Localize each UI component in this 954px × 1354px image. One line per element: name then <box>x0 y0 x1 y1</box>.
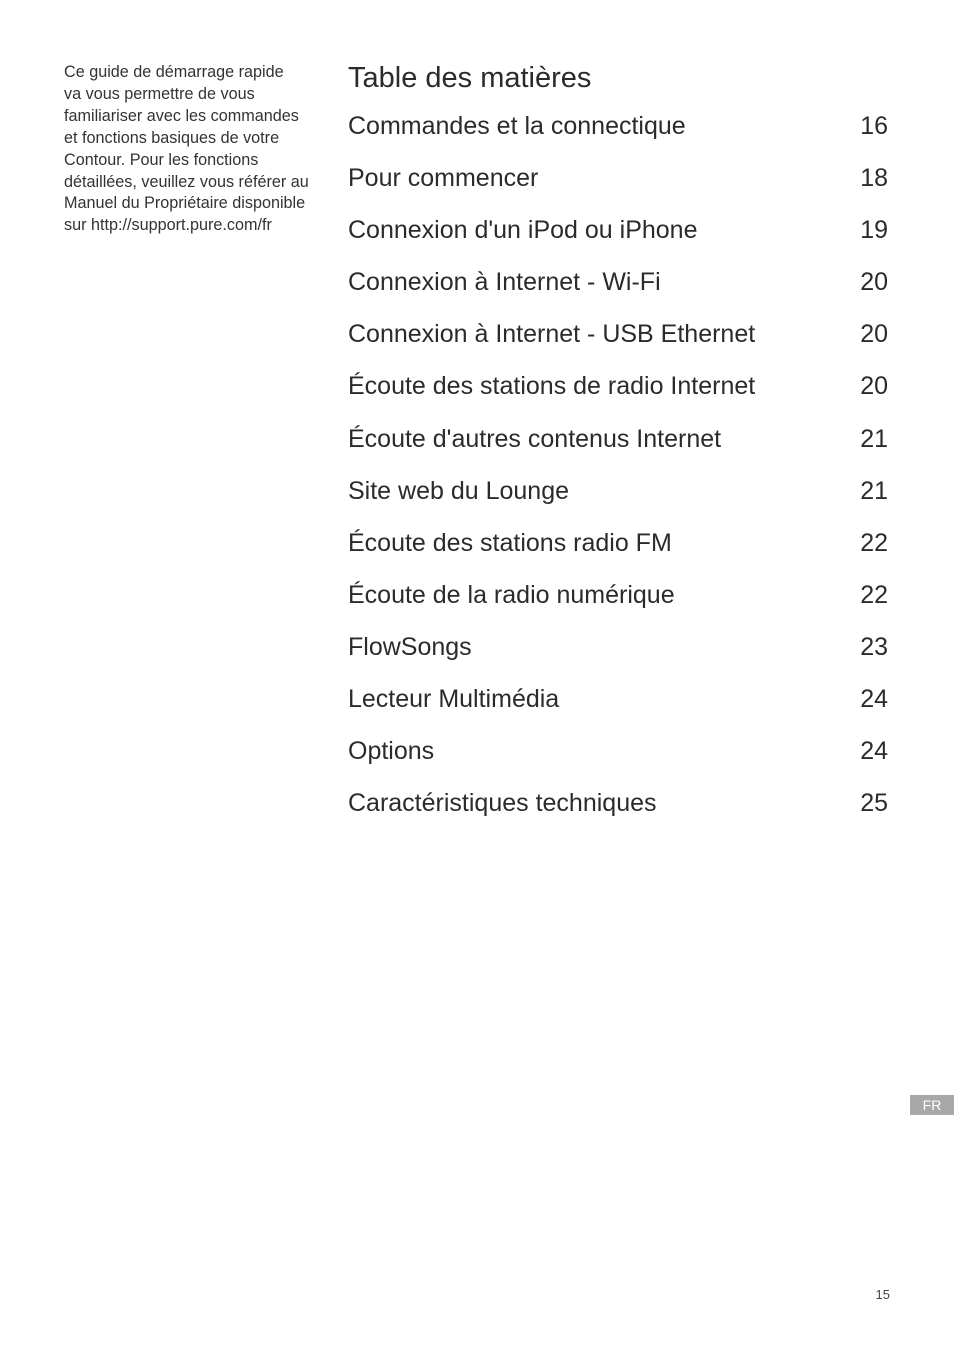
intro-line: Manuel du Propriétaire disponible <box>64 194 306 213</box>
toc-entry-page: 20 <box>860 372 888 401</box>
toc-entry-label: Écoute d'autres contenus Internet <box>348 424 722 453</box>
page-number: 15 <box>875 1287 890 1302</box>
toc-entry-page: 20 <box>860 320 888 349</box>
toc-entry-label: Commandes et la connectique <box>348 112 686 140</box>
toc-entry-page: 25 <box>860 789 888 818</box>
toc-entry-page: 20 <box>860 268 888 297</box>
toc-entry[interactable] <box>348 152 888 204</box>
toc-entry-label: Connexion à Internet - Wi-Fi <box>348 268 661 297</box>
toc-entry-label: Connexion d'un iPod ou iPhone <box>348 216 698 245</box>
table-of-contents <box>348 58 888 829</box>
toc-entry[interactable] <box>348 204 888 256</box>
toc-entry-page: 24 <box>860 685 888 714</box>
toc-entry-page: 21 <box>860 476 888 505</box>
intro-text <box>64 62 326 237</box>
intro-line: Ce guide de démarrage rapide <box>64 63 284 81</box>
toc-entry-label: Écoute des stations de radio Internet <box>348 372 756 401</box>
toc-entry-page: 19 <box>860 216 888 245</box>
toc-entry-label: Caractéristiques techniques <box>348 789 657 818</box>
toc-entry-label: Connexion à Internet - USB Ethernet <box>348 320 756 349</box>
toc-entry[interactable] <box>348 360 888 412</box>
intro-line: va vous permettre de vous <box>64 84 255 103</box>
toc-entry-label: Options <box>348 737 435 766</box>
intro-line: sur http://support.pure.com/fr <box>64 216 272 235</box>
toc-entry-label: Lecteur Multimédia <box>348 685 560 714</box>
intro-line: Contour. Pour les fonctions <box>64 150 259 169</box>
toc-list <box>348 100 888 829</box>
toc-title: Table des matières <box>348 62 592 94</box>
toc-entry-page: 18 <box>860 164 888 193</box>
language-tab: FR <box>910 1095 954 1115</box>
toc-entry-page: 16 <box>860 112 888 140</box>
toc-entry-page: 24 <box>860 737 888 766</box>
toc-entry-label: Écoute des stations radio FM <box>348 528 672 557</box>
toc-entry-label: Pour commencer <box>348 164 539 193</box>
toc-entry[interactable] <box>348 517 888 569</box>
toc-entry[interactable] <box>348 725 888 777</box>
toc-entry-label: FlowSongs <box>348 632 472 661</box>
intro-line: détaillées, veuillez vous référer au <box>64 172 309 191</box>
toc-entry-page: 23 <box>860 632 888 661</box>
toc-entry[interactable] <box>348 621 888 673</box>
toc-entry[interactable] <box>348 413 888 465</box>
toc-entry[interactable] <box>348 256 888 308</box>
intro-line: et fonctions basiques de votre <box>64 128 280 147</box>
toc-entry-page: 21 <box>860 424 888 453</box>
toc-entry[interactable] <box>348 673 888 725</box>
toc-entry[interactable] <box>348 465 888 517</box>
toc-entry-page: 22 <box>860 528 888 557</box>
toc-entry[interactable] <box>348 100 888 152</box>
toc-entry[interactable] <box>348 308 888 360</box>
toc-entry-label: Site web du Lounge <box>348 476 570 505</box>
toc-entry[interactable] <box>348 569 888 621</box>
toc-entry-page: 22 <box>860 580 888 609</box>
toc-entry-label: Écoute de la radio numérique <box>348 580 675 609</box>
intro-line: familiariser avec les commandes <box>64 106 299 125</box>
toc-entry[interactable] <box>348 777 888 829</box>
